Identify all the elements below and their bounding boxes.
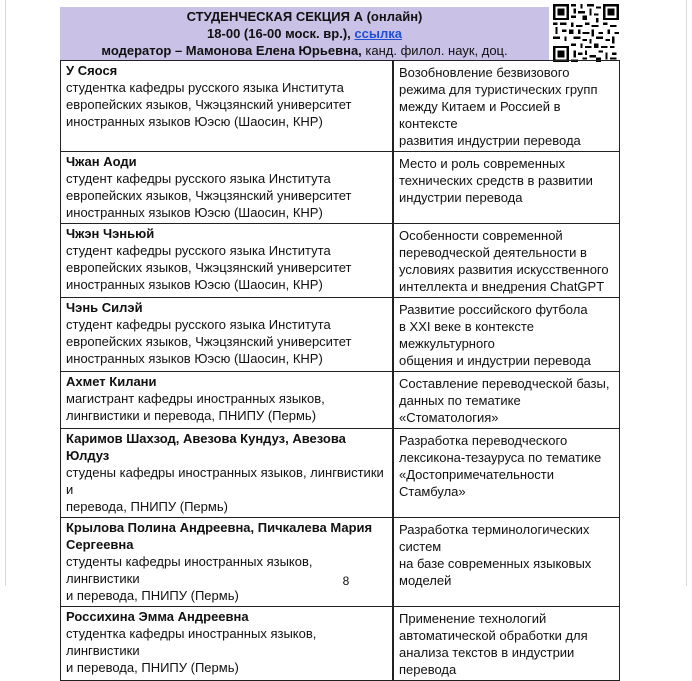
talk-topic-line: Разработка терминологических систем [399, 522, 590, 554]
speaker-affiliation: иностранных языков Юэсю (Шаосин, КНР) [66, 205, 323, 220]
speaker-affiliation: студентка кафедры иностранных языков, лингвистики [66, 626, 317, 658]
section-header [60, 7, 549, 60]
table-row [61, 152, 620, 224]
speaker-cell [61, 518, 394, 607]
speaker-affiliation: студент кафедры русского языка Института [66, 171, 331, 186]
speaker-cell [61, 429, 394, 518]
talk-topic-line: Возобновление безвизового [399, 65, 570, 80]
page-number: 8 [342, 574, 350, 588]
speaker-affiliation: иностранных языков Юэсю (Шаосин, КНР) [66, 351, 323, 366]
speaker-cell [61, 607, 394, 681]
speaker-name: Ахмет Килани [66, 374, 157, 389]
speaker-affiliation: студентка кафедры русского языка Института [66, 80, 344, 95]
talk-topic-line: условиях развития искусственного [399, 262, 609, 277]
speaker-name: Чжан Аоди [66, 154, 137, 169]
talk-topic-line: Составление переводческой базы, [399, 376, 610, 391]
speaker-affiliation: лингвистики и перевода, ПНИПУ (Пермь) [66, 408, 317, 423]
speaker-affiliation: европейских языков, Чжэцзянский университет [66, 260, 352, 275]
talk-topic-cell [393, 61, 620, 152]
speaker-cell [61, 372, 394, 429]
talk-topic-line: общения и индустрии перевода [399, 353, 591, 368]
speaker-name: Крылова Полина Андреевна, Пичкалева Мария Сергеевна [66, 520, 373, 552]
section-title: СТУДЕНЧЕСКАЯ СЕКЦИЯ А (онлайн) [186, 9, 423, 24]
talk-topic-line: интеллекта и внедрения ChatGPT [399, 279, 605, 294]
speaker-affiliation: и перевода, ПНИПУ (Пермь) [66, 660, 239, 675]
talk-topic-line: в XXI веке в контексте межкультурного [399, 319, 534, 351]
table-row [61, 429, 620, 518]
talk-topic-line: технических средств в развитии [399, 173, 593, 188]
talk-topic-line: Особенности современной [399, 228, 563, 243]
speaker-name: Чжэн Чэньюй [66, 226, 155, 241]
speaker-affiliation: иностранных языков Юэсю (Шаосин, КНР) [66, 277, 323, 292]
section-time [60, 25, 549, 42]
talk-topic-line: переводческой деятельности в [399, 245, 587, 260]
talk-topic-line: Место и роль современных [399, 156, 565, 171]
speaker-affiliation: перевода, ПНИПУ (Пермь) [66, 499, 228, 514]
speaker-affiliation: студент кафедры русского языка Института [66, 243, 331, 258]
qr-code-icon[interactable] [553, 4, 619, 62]
table-row [61, 518, 620, 607]
talk-topic-line: моделей [399, 573, 452, 588]
table-row [61, 61, 620, 152]
talk-topic-line: индустрии перевода [399, 190, 523, 205]
talk-topic-line: лексикона-тезауруса по тематике [399, 450, 602, 465]
talk-topic-line: Применение технологий [399, 611, 547, 626]
speaker-name: Чэнь Силэй [66, 300, 143, 315]
moderator-name: модератор – Мамонова Елена Юрьевна, [101, 43, 362, 58]
table-row [61, 298, 620, 372]
speaker-affiliation: студент кафедры русского языка Института [66, 317, 331, 332]
talk-topic-line: между Китаем и Россией в контексте [399, 99, 561, 131]
speaker-cell [61, 224, 394, 298]
speaker-affiliation: европейских языков, Чжэцзянский университет [66, 188, 352, 203]
speaker-affiliation: студены кафедры иностранных языков, лингвистики и [66, 465, 384, 497]
talk-topic-line: Развитие российского футбола [399, 302, 588, 317]
speaker-name: Каримов Шахзод, Авезова Кундуз, Авезова Юлдуз [66, 431, 346, 463]
table-row [61, 372, 620, 429]
speaker-affiliation: европейских языков, Чжэцзянский университет [66, 97, 352, 112]
section-time-text: 18-00 (16-00 моск. вр.), [207, 26, 351, 41]
speaker-affiliation: магистрант кафедры иностранных языков, [66, 391, 325, 406]
talk-topic-cell [393, 429, 620, 518]
speaker-affiliation: студенты кафедры иностранных языков, лингвистики [66, 554, 313, 586]
table-row [61, 607, 620, 681]
talk-topic-cell [393, 224, 620, 298]
conference-link[interactable]: ссылка [354, 26, 402, 41]
talk-topic-line: режима для туристических групп [399, 82, 598, 97]
talk-topic-line: на базе современных языковых [399, 556, 592, 571]
moderator-line [60, 42, 549, 59]
speaker-cell [61, 298, 394, 372]
talk-topic-cell [393, 372, 620, 429]
speaker-affiliation: и перевода, ПНИПУ (Пермь) [66, 588, 239, 603]
talk-topic-line: Разработка переводческого [399, 433, 568, 448]
speaker-name: У Сяося [66, 63, 118, 78]
talk-topic-cell [393, 298, 620, 372]
moderator-degree: канд. филол. наук, доц. [365, 43, 508, 58]
talk-topic-cell [393, 518, 620, 607]
speaker-cell [61, 152, 394, 224]
speaker-name: Россихина Эмма Андреевна [66, 609, 249, 624]
talk-topic-line: анализа текстов в индустрии перевода [399, 645, 575, 677]
talk-topic-cell [393, 607, 620, 681]
table-row [61, 224, 620, 298]
talk-topic-cell [393, 152, 620, 224]
speaker-affiliation: иностранных языков Юэсю (Шаосин, КНР) [66, 114, 323, 129]
talk-topic-line: данных по тематике «Стоматология» [399, 393, 521, 425]
speaker-cell [61, 61, 394, 152]
talk-topic-line: развития индустрии перевода [399, 133, 581, 148]
talk-topic-line: автоматической обработки для [399, 628, 588, 643]
speaker-affiliation: европейских языков, Чжэцзянский университет [66, 334, 352, 349]
talk-topic-line: «Достопримечательности Стамбула» [399, 467, 555, 499]
